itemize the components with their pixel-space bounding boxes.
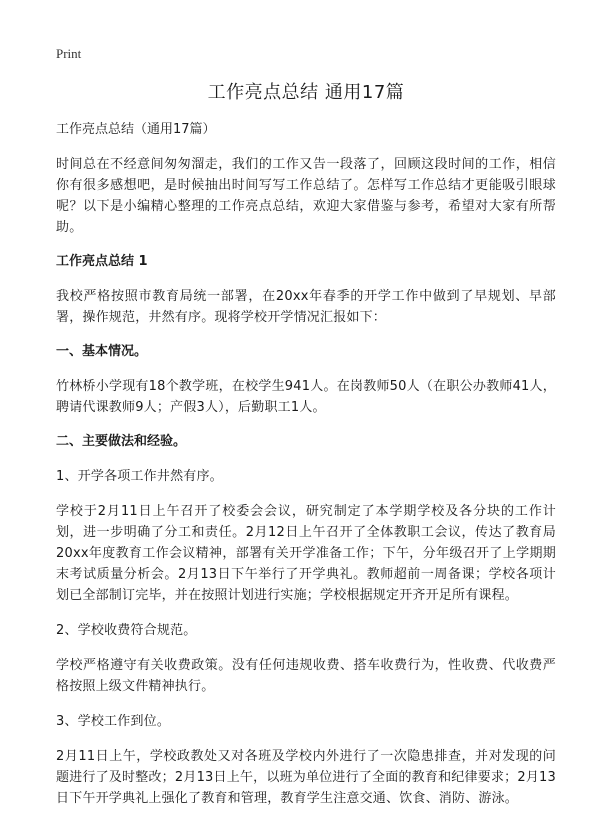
methods-heading: 二、主要做法和经验。 <box>56 434 187 449</box>
item1-title: 1、开学各项工作井然有序。 <box>56 469 223 484</box>
section-heading-1: 工作亮点总结 1 <box>56 254 148 269</box>
item2-title: 2、学校收费符合规范。 <box>56 623 197 638</box>
intro-paragraph: 时间总在不经意间匆匆溜走，我们的工作又告一段落了，回顾这段时间的工作，相信你有很多感想吧，是时候抽出时间写写工作总结了。怎样写工作总结才更能吸引眼球呢？以下是小编精心整理的工作亮点总结，欢迎大家借鉴与参考，希望对大家有所帮助。 <box>56 157 556 235</box>
basic-situation-paragraph: 竹林桥小学现有18个教学班，在校学生941人。在岗教师50人（在职公办教师41人，聘请代课教师9人；产假3人），后勤职工1人。 <box>56 379 556 415</box>
basic-situation-heading: 一、基本情况。 <box>56 344 148 359</box>
document-page <box>56 46 556 809</box>
item1-paragraph: 学校于2月11日上午召开了校委会会议，研究制定了本学期学校及各分块的工作计划，进一步明确了分工和责任。2月12日上午召开了全体教职工会议，传达了教育局20xx年度教育工作会议精神，部署有关开学准备工作；下午，分年级召开了上学期期末考试质量分析会。2月13日下午举行了开学典礼。教师超前一周备课；学校各项计划已全部制订完毕，并在按照计划进行实施；学校根据规定开齐开足所有课程。 <box>56 504 556 603</box>
document-title: 工作亮点总结 通用17篇 <box>207 82 405 103</box>
document-subtitle: 工作亮点总结（通用17篇） <box>56 122 216 137</box>
print-label[interactable]: Print <box>56 46 82 61</box>
item3-title: 3、学校工作到位。 <box>56 714 171 729</box>
item3-paragraph: 2月11日上午，学校政教处又对各班及学校内外进行了一次隐患排查，并对发现的问题进行了及时整改；2月13日上午，以班为单位进行了全面的教育和纪律要求；2月13日下午开学典礼上强化了教育和管理，教育学生注意交通、饮食、消防、游泳。 <box>56 749 556 806</box>
section1-intro-paragraph: 我校严格按照市教育局统一部署，在20xx年春季的开学工作中做到了早规划、早部署，操作规范，井然有序。现将学校开学情况汇报如下： <box>56 289 556 325</box>
item2-paragraph: 学校严格遵守有关收费政策。没有任何违规收费、搭车收费行为，性收费、代收费严格按照上级文件精神执行。 <box>56 658 556 694</box>
